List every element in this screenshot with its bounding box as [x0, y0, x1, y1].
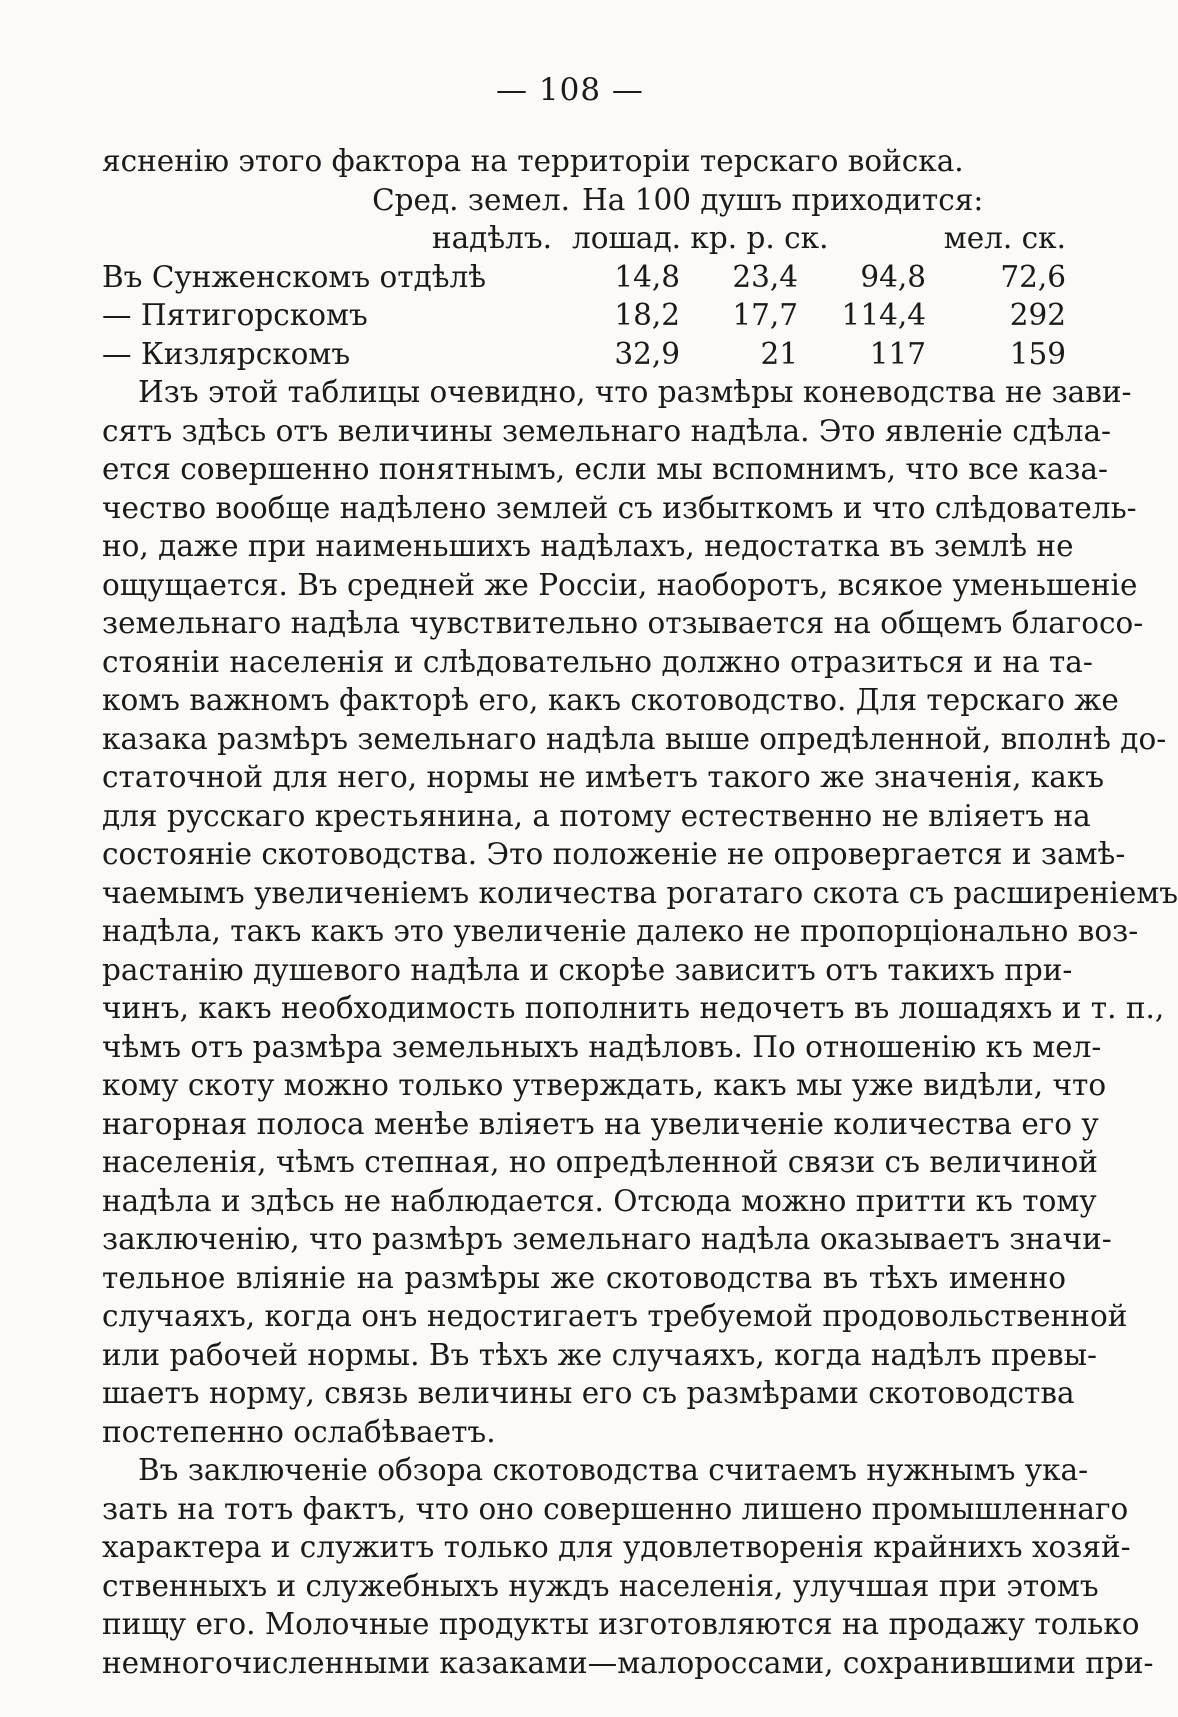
land-allotment: 18,2 — [614, 298, 680, 332]
subheader-small-livestock: мел. ск. — [943, 221, 1066, 255]
header-per-100: На 100 душъ приходится: — [582, 182, 984, 217]
header-land: Сред. земел. — [372, 182, 570, 217]
text-line: состояніе скотоводства. Это положеніе не опровергается и замѣ- — [102, 837, 1126, 871]
small-livestock-value: 292 — [1009, 298, 1066, 332]
text-line: характера и служитъ только для удовлетворенія крайнихъ хозяй- — [102, 1530, 1131, 1564]
cattle-value: 114,4 — [841, 298, 926, 332]
table-row — [102, 335, 1066, 374]
subheader-allotment: надѣлъ. — [431, 221, 552, 255]
page-number: — 108 — — [496, 72, 644, 108]
text-line: стояніи населенія и слѣдовательно должно отразиться и на та- — [102, 644, 1093, 679]
text-line: ется совершенно понятнымъ, если мы вспомнимъ, что все каза- — [102, 452, 1108, 486]
table-header — [102, 181, 1066, 220]
paragraph-1 — [102, 373, 1178, 1451]
district-name: — Пятигорскомъ — [102, 298, 368, 332]
cattle-value: 94,8 — [860, 259, 926, 294]
text-line: пищу его. Молочные продукты изготовляются на продажу только — [102, 1607, 1140, 1641]
text-line: сятъ здѣсь отъ величины земельнаго надѣла. Это явленіе сдѣла- — [102, 413, 1112, 448]
small-livestock-value: 72,6 — [1000, 259, 1066, 294]
text-line: шаетъ норму, связь величины его съ размѣрами скотоводства — [102, 1376, 1075, 1410]
text-line: тельное вліяніе на размѣры же скотоводства въ тѣхъ именно — [102, 1260, 1066, 1295]
livestock-table — [102, 181, 1066, 374]
text-line: кому скоту можно только утверждать, какъ мы уже видѣли, что — [102, 1068, 1107, 1102]
land-allotment: 32,9 — [614, 336, 680, 371]
text-line: населенія, чѣмъ степная, но опредѣленной связи съ величиной — [102, 1145, 1098, 1179]
text-line: случаяхъ, когда онъ недостигаетъ требуемой продовольственной — [102, 1299, 1128, 1333]
district-name: Въ Сунженскомъ отдѣлѣ — [102, 259, 487, 294]
text-line: зать на тотъ фактъ, что оно совершенно лишено промышленнаго — [102, 1491, 1129, 1526]
text-line: немногочисленными казаками—малороссами, сохранившими при- — [102, 1645, 1154, 1680]
horses-value: 17,7 — [732, 298, 798, 332]
text-line: казака размѣръ земельнаго надѣла выше опредѣленной, вполнѣ до- — [102, 721, 1167, 756]
horses-value: 23,4 — [732, 259, 798, 294]
text-line: чаемымъ увеличеніемъ количества рогатаго скота съ расширеніемъ — [102, 875, 1178, 910]
text-line: надѣла, такъ какъ это увеличеніе далеко не пропорціонально воз- — [102, 914, 1139, 948]
text-line: чество вообще надѣлено землей съ избыткомъ и что слѣдователь- — [102, 490, 1137, 525]
table-row — [102, 258, 1066, 297]
text-line: надѣла и здѣсь не наблюдается. Отсюда можно притти къ тому — [102, 1183, 1097, 1218]
land-allotment: 14,8 — [614, 259, 680, 294]
text-line: комъ важномъ факторѣ его, какъ скотоводство. Для терскаго же — [102, 683, 1119, 717]
text-line: постепенно ослабѣваетъ. — [102, 1414, 496, 1449]
cattle-value: 117 — [869, 336, 926, 371]
intro-line: ясненію этого фактора на территоріи терскаго войска. — [102, 144, 964, 178]
text-line: ственныхъ и служебныхъ нуждъ населенія, улучшая при этомъ — [102, 1568, 1099, 1603]
text-line: но, даже при наименьшихъ надѣлахъ, недостатка въ землѣ не — [102, 529, 1074, 563]
table-row — [102, 296, 1066, 335]
subheader-horses-cattle: лошад. кр. р. ск. — [572, 221, 829, 255]
horses-value: 21 — [760, 336, 798, 371]
text-line: или рабочей нормы. Въ тѣхъ же случаяхъ, когда надѣлъ превы- — [102, 1337, 1098, 1372]
text-line: Въ заключеніе обзора скотоводства считаемъ нужнымъ ука- — [138, 1453, 1089, 1487]
small-livestock-value: 159 — [1009, 336, 1066, 371]
district-name: — Кизлярскомъ — [102, 336, 351, 371]
body-text — [102, 142, 1178, 1682]
paragraph-2 — [102, 1451, 1154, 1682]
text-line: чѣмъ отъ размѣра земельныхъ надѣловъ. По отношенію къ мел- — [102, 1029, 1102, 1064]
table-subheader — [102, 219, 1066, 258]
text-line: ощущается. Въ средней же Россіи, наоборотъ, всякое уменьшеніе — [102, 567, 1138, 602]
text-line: растанію душевого надѣла и скорѣе зависитъ отъ такихъ при- — [102, 952, 1073, 987]
text-line: статочной для него, нормы не имѣетъ такого же значенія, какъ — [102, 760, 1105, 794]
text-line: для русскаго крестьянина, а потому естественно не вліяетъ на — [102, 798, 1091, 833]
text-line: заключенію, что размѣръ земельнаго надѣла оказываетъ значи- — [102, 1222, 1112, 1256]
text-line: нагорная полоса менѣе вліяетъ на увеличеніе количества его у — [102, 1106, 1099, 1141]
text-line: чинъ, какъ необходимость пополнить недочетъ въ лошадяхъ и т. п., — [102, 991, 1165, 1025]
text-line: земельнаго надѣла чувствительно отзывается на общемъ благосо- — [102, 606, 1144, 640]
text-line: Изъ этой таблицы очевидно, что размѣры коневодства не зави- — [138, 375, 1132, 409]
